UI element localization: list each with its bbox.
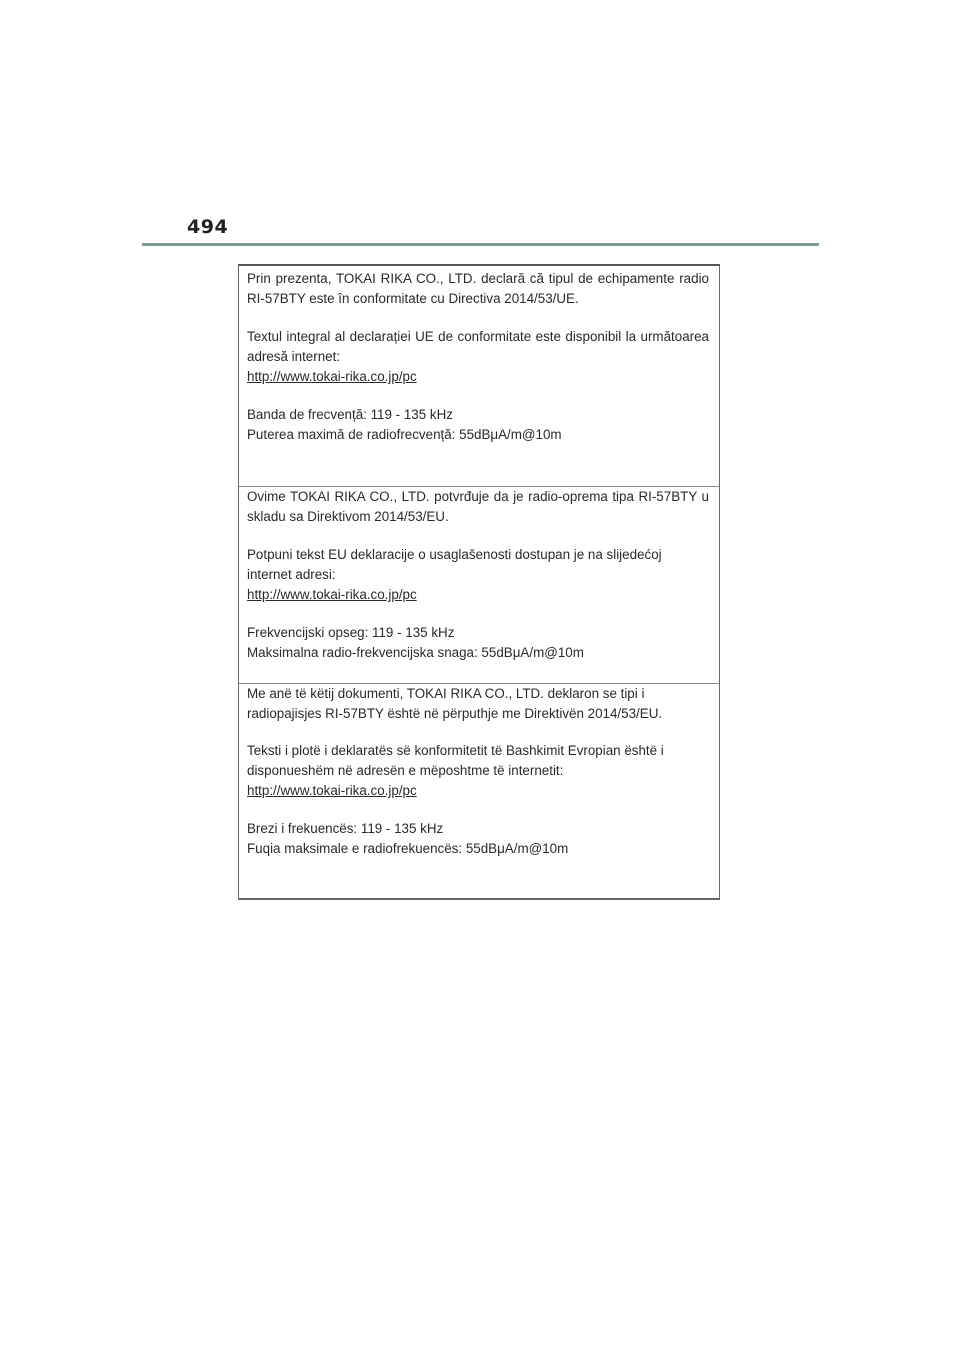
page-number: 494 xyxy=(187,216,229,238)
declaration-availability: Textul integral al declarației UE de conformitate este disponibil la următoarea adresă internet: xyxy=(247,329,709,364)
declaration-romanian xyxy=(239,269,719,485)
declaration-url-link[interactable]: http://www.tokai-rika.co.jp/pc xyxy=(247,587,417,602)
max-power: Maksimalna radio-frekvencijska snaga: 55dBμA/m@10m xyxy=(247,645,584,660)
frequency-band: Banda de frecvență: 119 - 135 kHz xyxy=(247,407,453,422)
declaration-url-link[interactable]: http://www.tokai-rika.co.jp/pc xyxy=(247,783,417,798)
declaration-bosnian xyxy=(239,486,719,682)
frequency-band: Frekvencijski opseg: 119 - 135 kHz xyxy=(247,625,455,640)
declaration-statement: Me anë të këtij dokumenti, TOKAI RIKA CO., LTD. deklaron se tipi i radiopajisjes RI-57BTY është në përputhje me Direktivën 2014/53/EU. xyxy=(247,686,663,721)
declaration-box xyxy=(238,264,720,900)
declaration-availability: Teksti i plotë i deklaratës së konformitetit të Bashkimit Evropian është i disponueshëm në adresën e mëposhtme të internetit: xyxy=(247,743,664,778)
max-power: Puterea maximă de radiofrecvență: 55dBμA/m@10m xyxy=(247,427,562,442)
max-power: Fuqia maksimale e radiofrekuencës: 55dBμA/m@10m xyxy=(247,841,569,856)
frequency-band: Brezi i frekuencës: 119 - 135 kHz xyxy=(247,821,444,836)
declaration-statement: Ovime TOKAI RIKA CO., LTD. potvrđuje da je radio-oprema tipa RI-57BTY u skladu sa Direktivom 2014/53/EU. xyxy=(247,489,709,524)
declaration-availability: Potpuni tekst EU deklaracije o usaglašenosti dostupan je na slijedećoj internet adresi: xyxy=(247,547,662,582)
declaration-url-link[interactable]: http://www.tokai-rika.co.jp/pc xyxy=(247,369,417,384)
declaration-statement: Prin prezenta, TOKAI RIKA CO., LTD. declară că tipul de echipamente radio RI-57BTY este în conformitate cu Directiva 2014/53/UE. xyxy=(247,271,709,306)
declaration-albanian xyxy=(239,683,719,897)
header-rule xyxy=(142,243,819,246)
